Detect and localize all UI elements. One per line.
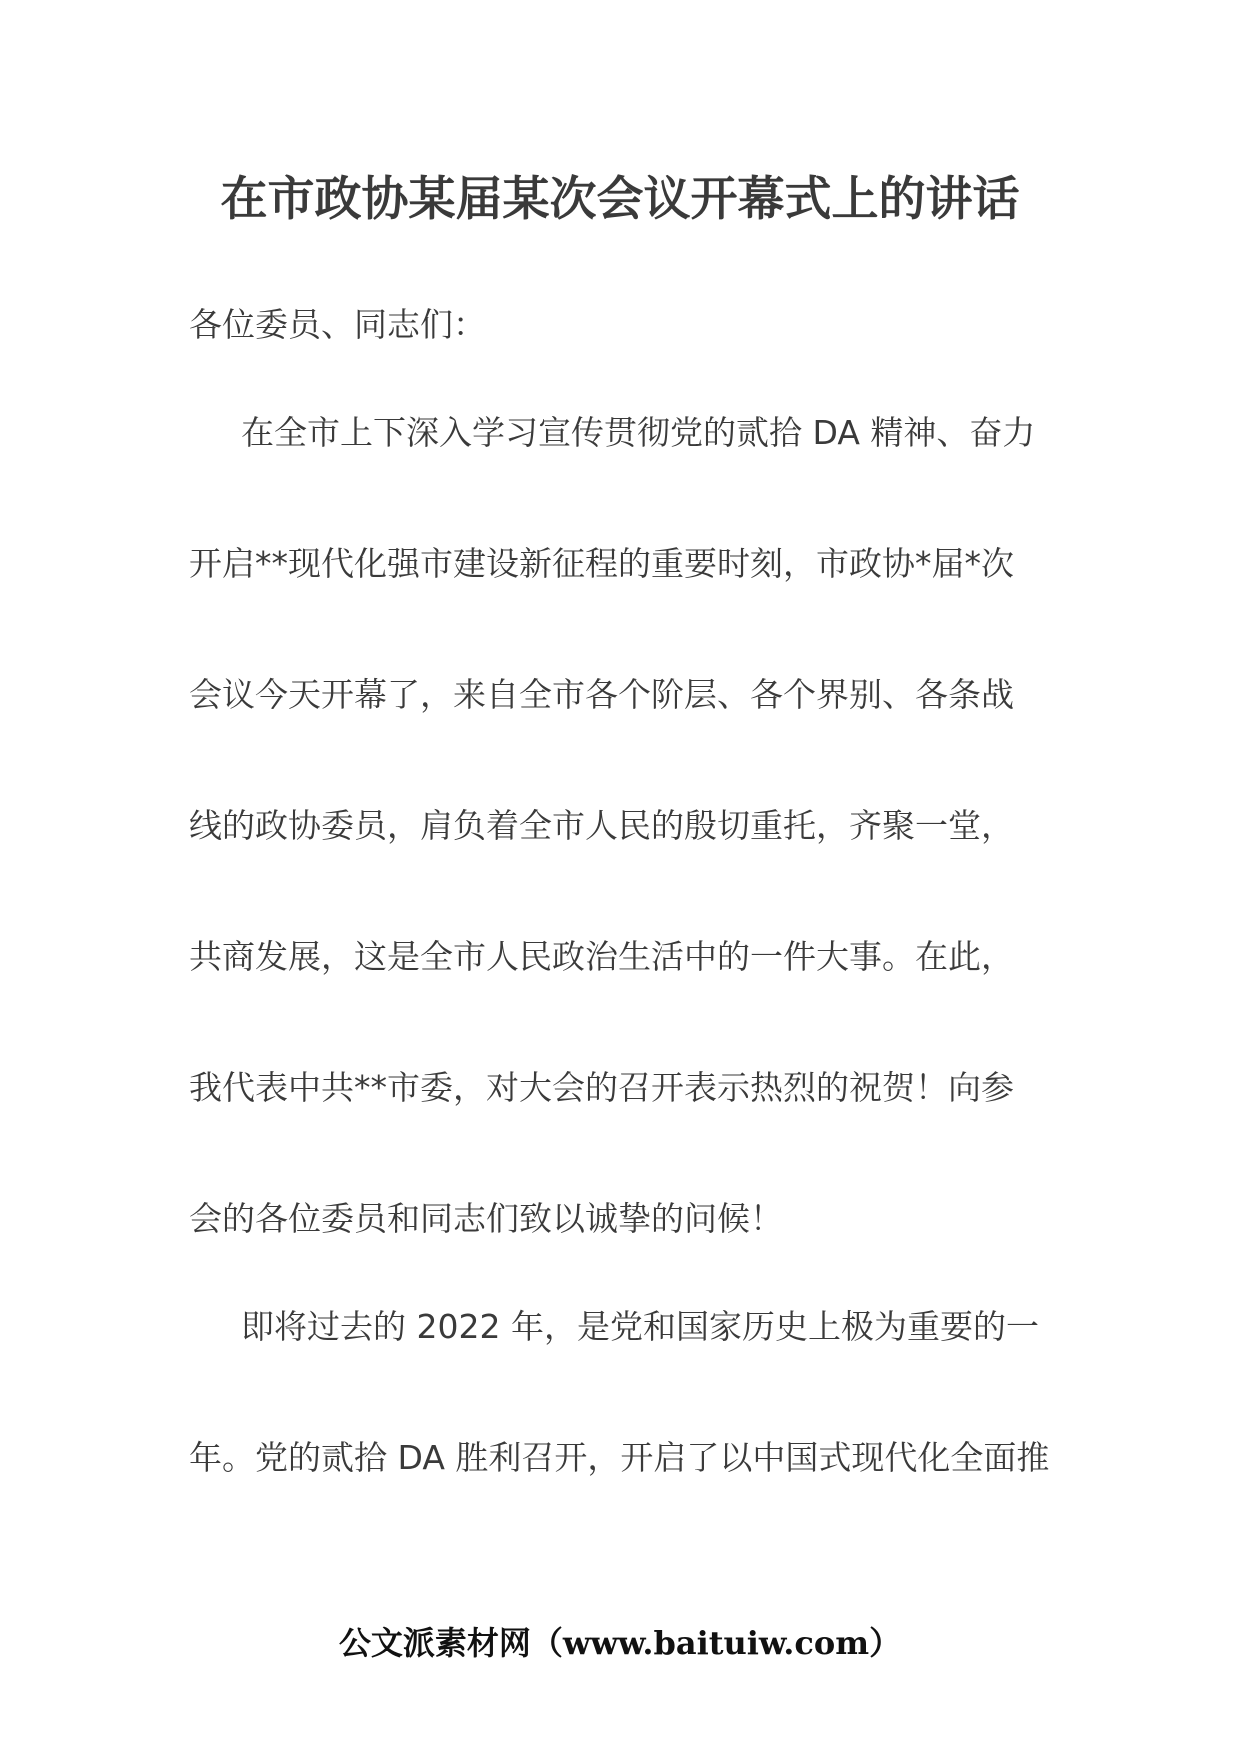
paragraph-line: 年。党的贰拾 DA 胜利召开，开启了以中国式现代化全面推 (189, 1438, 1050, 1477)
page-title: 在市政协某届某次会议开幕式上的讲话 (220, 172, 1020, 227)
paragraph-line: 即将过去的 2022 年，是党和国家历史上极为重要的一 (241, 1307, 1039, 1346)
paragraph-2 (189, 1261, 1057, 1523)
salutation: 各位委员、同志们： (189, 305, 486, 344)
footer-watermark: 公文派素材网（www.baituiw.com） (338, 1624, 902, 1662)
paragraph-line: 会的各位委员和同志们致以诚挚的问候！ (189, 1199, 783, 1238)
paragraph-line: 共商发展，这是全市人民政治生活中的一件大事。在此， (189, 937, 1014, 976)
paragraph-line: 在全市上下深入学习宣传贯彻党的贰拾 DA 精神、奋力 (241, 413, 1036, 452)
paragraph-line: 开启**现代化强市建设新征程的重要时刻，市政协*届*次 (189, 544, 1014, 583)
paragraph-line: 我代表中共**市委，对大会的召开表示热烈的祝贺！向参 (189, 1068, 1014, 1107)
paragraph-1 (189, 367, 1057, 1284)
paragraph-line: 线的政协委员，肩负着全市人民的殷切重托，齐聚一堂， (189, 806, 1014, 845)
paragraph-line: 会议今天开幕了，来自全市各个阶层、各个界别、各条战 (189, 675, 1014, 714)
